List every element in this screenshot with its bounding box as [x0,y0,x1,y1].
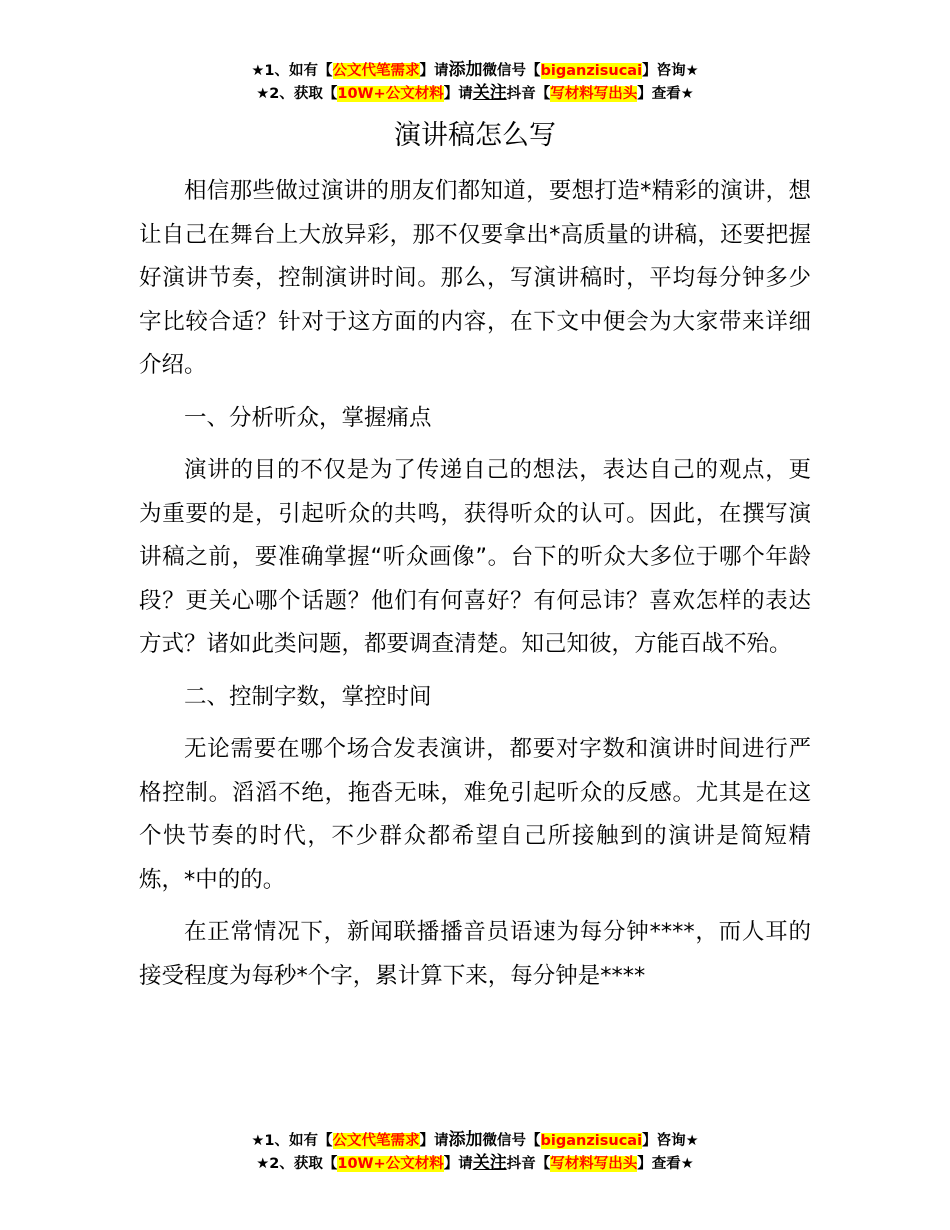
banner-text: 】咨询★ [642,63,699,79]
banner-text: 】请 [419,63,449,79]
banner-emphasis: 添加 [448,1130,483,1150]
header-banner [0,59,950,105]
paragraph: 相信那些做过演讲的朋友们都知道，要想打造*精彩的演讲，想让自己在舞台上大放异彩，那不仅要拿出*高质量的讲稿，还要把握好演讲节奏，控制演讲时间。那么，写演讲稿时，平均每分钟多少字比较合适？针对于这方面的内容，在下文中便会为大家带来详细介绍。 [139,178,811,378]
banner-text: 】查看★ [637,86,694,102]
highlight-text: 公文代笔需求 [332,63,420,79]
banner-text: ★1、如有【 [251,63,333,79]
banner-line-1 [0,1129,950,1152]
paragraph: 无论需要在哪个场合发表演讲，都要对字数和演讲时间进行严格控制。滔滔不绝，拖沓无味，难免引起听众的反感。尤其是在这个快节奏的时代，不少群众都希望自己所接触到的演讲是简短精炼，*中的的。 [139,736,811,893]
banner-text: 】请 [443,1156,473,1172]
highlight-text: 写材料写出头 [550,86,638,102]
banner-underline: 关注 [472,1153,507,1173]
highlight-text: 写材料写出头 [550,1156,638,1172]
paragraph: 演讲的目的不仅是为了传递自己的想法，表达自己的观点，更为重要的是，引起听众的共鸣，获得听众的认可。因此，在撰写演讲稿之前，要准确掌握“听众画像”。台下的听众大多位于哪个年龄段？更关心哪个话题？他们有何喜好？有何忌讳？喜欢怎样的表达方式？诸如此类问题，都要调查清楚。知己知彼，方能百战不殆。 [139,457,811,657]
highlight-text: 10W+公文材料 [337,86,444,102]
banner-text: 】请 [419,1133,449,1149]
banner-text: 】请 [443,86,473,102]
banner-text: 】查看★ [637,1156,694,1172]
highlight-text: biganzisucai [540,63,643,79]
paragraph: 在正常情况下，新闻联播播音员语速为每分钟****，而人耳的接受程度为每秒*个字，累计算下来，每分钟是**** [139,919,811,989]
document-title: 演讲稿怎么写 [394,120,556,151]
banner-text: 微信号【 [482,63,541,79]
highlight-text: biganzisucai [540,1133,643,1149]
banner-text: 】咨询★ [642,1133,699,1149]
banner-text: 抖音【 [506,1156,551,1172]
footer-banner [0,1129,950,1175]
highlight-text: 10W+公文材料 [337,1156,444,1172]
banner-line-2 [0,1152,950,1175]
banner-underline: 关注 [472,83,507,103]
section-heading: 一、分析听众，掌握痛点 [184,404,432,431]
highlight-text: 公文代笔需求 [332,1133,420,1149]
banner-text: ★2、获取【 [256,86,338,102]
document-body [139,170,811,1007]
banner-line-2 [0,82,950,105]
section-heading: 二、控制字数，掌控时间 [184,683,432,710]
banner-text: 抖音【 [506,86,551,102]
banner-text: 微信号【 [482,1133,541,1149]
banner-text: ★1、如有【 [251,1133,333,1149]
banner-text: ★2、获取【 [256,1156,338,1172]
banner-emphasis: 添加 [448,60,483,80]
banner-line-1 [0,59,950,82]
